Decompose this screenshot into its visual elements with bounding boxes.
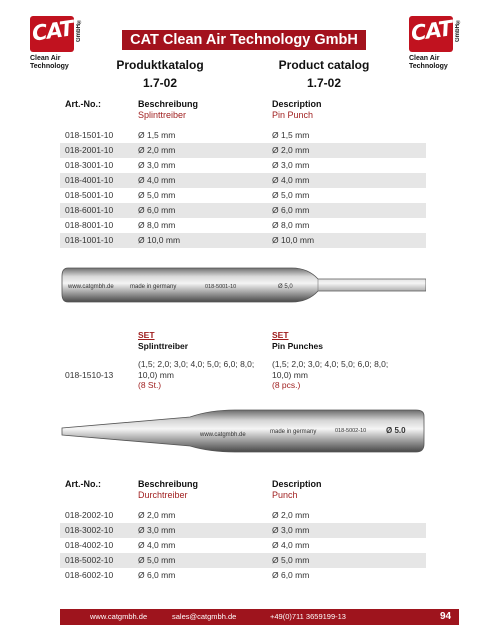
description-de: Ø 6,0 mm bbox=[138, 205, 176, 215]
description-de: Ø 1,5 mm bbox=[138, 130, 176, 140]
description-en: Ø 5,0 mm bbox=[272, 190, 310, 200]
punch-image bbox=[60, 408, 426, 454]
logo-subtitle-line1: Clean Air bbox=[409, 55, 440, 62]
col-description-label: Description bbox=[272, 479, 322, 489]
engraving-size: Ø 5,0 bbox=[278, 284, 293, 290]
engraving-website: www.catgmbh.de bbox=[68, 284, 114, 290]
col-art-label: Art.-No.: bbox=[65, 479, 101, 489]
section2-col-art bbox=[65, 479, 101, 490]
description-de: Ø 5,0 mm bbox=[138, 190, 176, 200]
description-en: Ø 4,0 mm bbox=[272, 540, 310, 550]
section2-subtitle-de: Durchtreiber bbox=[138, 490, 188, 500]
table-row bbox=[60, 158, 426, 173]
set-art-no: 018-1510-13 bbox=[65, 370, 114, 380]
description-en: Ø 6,0 mm bbox=[272, 205, 310, 215]
section2-subtitle-en: Punch bbox=[272, 490, 298, 500]
table-row bbox=[60, 203, 426, 218]
description-en: Ø 4,0 mm bbox=[272, 175, 310, 185]
description-de: Ø 2,0 mm bbox=[138, 145, 176, 155]
art-no: 018-3002-10 bbox=[65, 525, 114, 535]
set-sizes-de-line1: (1,5; 2,0; 3,0; 4,0; 5,0; 6,0; 8,0; bbox=[138, 359, 255, 369]
table-row bbox=[60, 218, 426, 233]
description-de: Ø 4,0 mm bbox=[138, 175, 176, 185]
art-no: 018-1001-10 bbox=[65, 235, 114, 245]
section2-col-description bbox=[272, 479, 322, 501]
col-beschreibung-label: Beschreibung bbox=[138, 479, 199, 489]
description-en: Ø 10,0 mm bbox=[272, 235, 315, 245]
set-count-de: (8 St.) bbox=[138, 380, 162, 390]
art-no: 018-4002-10 bbox=[65, 540, 114, 550]
catalog-title-de bbox=[100, 56, 220, 92]
section1-table bbox=[60, 128, 426, 248]
company-banner: CAT Clean Air Technology GmbH bbox=[122, 30, 366, 50]
art-no: 018-3001-10 bbox=[65, 160, 114, 170]
catalog-title-en-label: Product catalog bbox=[278, 58, 370, 72]
col-description-label: Description bbox=[272, 99, 322, 109]
table-row bbox=[60, 173, 426, 188]
art-no: 018-6002-10 bbox=[65, 570, 114, 580]
description-de: Ø 4,0 mm bbox=[138, 540, 176, 550]
section1-col-art bbox=[65, 99, 101, 110]
table-row bbox=[60, 553, 426, 568]
description-de: Ø 3,0 mm bbox=[138, 160, 176, 170]
section1-col-description bbox=[272, 99, 322, 121]
table-row bbox=[60, 508, 426, 523]
description-en: Ø 6,0 mm bbox=[272, 570, 310, 580]
description-en: Ø 5,0 mm bbox=[272, 555, 310, 565]
engraving-size: Ø 5.0 bbox=[386, 426, 406, 435]
logo-subtitle bbox=[30, 55, 90, 71]
set-sizes-en-line1: (1,5; 2,0; 3,0; 4,0; 5,0; 6,0; 8,0; bbox=[272, 359, 389, 369]
description-en: Ø 2,0 mm bbox=[272, 510, 310, 520]
catalog-number-de: 1.7-02 bbox=[142, 76, 178, 90]
logo-subtitle-line1: Clean Air bbox=[30, 55, 61, 62]
set-subtitle-en: Pin Punches bbox=[272, 340, 324, 351]
description-de: Ø 5,0 mm bbox=[138, 555, 176, 565]
art-no: 018-2001-10 bbox=[65, 145, 114, 155]
set-sizes-de-line2: 10,0) mm bbox=[138, 369, 174, 380]
description-de: Ø 6,0 mm bbox=[138, 570, 176, 580]
logo-gmbh: GmbH® bbox=[76, 18, 82, 42]
art-no: 018-8001-10 bbox=[65, 220, 114, 230]
logo-subtitle-line2: Technology bbox=[30, 63, 69, 70]
engraving-art-no: 018-5001-10 bbox=[205, 284, 237, 290]
description-de: Ø 3,0 mm bbox=[138, 525, 176, 535]
logo-subtitle bbox=[409, 55, 469, 71]
art-no: 018-1501-10 bbox=[65, 130, 114, 140]
description-de: Ø 10,0 mm bbox=[138, 235, 181, 245]
set-label-en: SET bbox=[272, 330, 289, 340]
set-count-en: (8 pcs.) bbox=[272, 380, 301, 390]
section1-subtitle-en: Pin Punch bbox=[272, 110, 314, 120]
section2-table bbox=[60, 508, 426, 583]
set-subtitle-de: Splinttreiber bbox=[138, 340, 189, 351]
logo-subtitle-line2: Technology bbox=[409, 63, 448, 70]
section1-subtitle-de: Splinttreiber bbox=[138, 110, 187, 120]
cat-logo-badge bbox=[30, 16, 74, 52]
description-en: Ø 8,0 mm bbox=[272, 220, 310, 230]
set-label-de: SET bbox=[138, 330, 155, 340]
art-no: 018-4001-10 bbox=[65, 175, 114, 185]
table-row bbox=[60, 188, 426, 203]
set-description-en bbox=[272, 330, 388, 391]
description-en: Ø 2,0 mm bbox=[272, 145, 310, 155]
company-logo-left bbox=[30, 16, 90, 71]
company-logo-right bbox=[409, 16, 469, 71]
footer-bar bbox=[60, 609, 459, 625]
engraving-art-no: 018-5002-10 bbox=[335, 428, 367, 434]
logo-gmbh: GmbH® bbox=[455, 18, 461, 42]
section2-col-beschreibung bbox=[138, 479, 198, 501]
cat-logo-badge bbox=[409, 16, 453, 52]
catalog-number-en: 1.7-02 bbox=[306, 76, 342, 90]
set-sizes-en-line2: 10,0) mm bbox=[272, 369, 308, 380]
art-no: 018-5002-10 bbox=[65, 555, 114, 565]
col-beschreibung-label: Beschreibung bbox=[138, 99, 199, 109]
footer-phone: +49(0)711 3659199-13 bbox=[270, 612, 346, 621]
footer-email-link[interactable]: sales@catgmbh.de bbox=[172, 612, 237, 621]
description-en: Ø 3,0 mm bbox=[272, 160, 310, 170]
col-art-label: Art.-No.: bbox=[65, 99, 101, 109]
description-en: Ø 1,5 mm bbox=[272, 130, 310, 140]
footer-website-link[interactable]: www.catgmbh.de bbox=[90, 612, 148, 621]
description-de: Ø 8,0 mm bbox=[138, 220, 176, 230]
engraving-made-in: made in germany bbox=[270, 429, 317, 435]
engraving-website: www.catgmbh.de bbox=[200, 432, 246, 438]
description-de: Ø 2,0 mm bbox=[138, 510, 176, 520]
table-row bbox=[60, 568, 426, 583]
engraving-made-in: made in germany bbox=[130, 284, 177, 290]
table-row bbox=[60, 523, 426, 538]
catalog-title-de-label: Produktkatalog bbox=[116, 58, 204, 72]
logo-text: CAT bbox=[409, 16, 453, 46]
page-number: 94 bbox=[440, 611, 452, 622]
art-no: 018-2002-10 bbox=[65, 510, 114, 520]
section1-col-beschreibung bbox=[138, 99, 198, 121]
art-no: 018-6001-10 bbox=[65, 205, 114, 215]
pin-punch-image bbox=[60, 262, 426, 308]
logo-text: CAT bbox=[30, 16, 74, 46]
description-en: Ø 3,0 mm bbox=[272, 525, 310, 535]
table-row bbox=[60, 538, 426, 553]
art-no: 018-5001-10 bbox=[65, 190, 114, 200]
table-row bbox=[60, 128, 426, 143]
table-row bbox=[60, 143, 426, 158]
catalog-title-en bbox=[262, 56, 386, 92]
table-row bbox=[60, 233, 426, 248]
set-description-de bbox=[138, 330, 254, 391]
